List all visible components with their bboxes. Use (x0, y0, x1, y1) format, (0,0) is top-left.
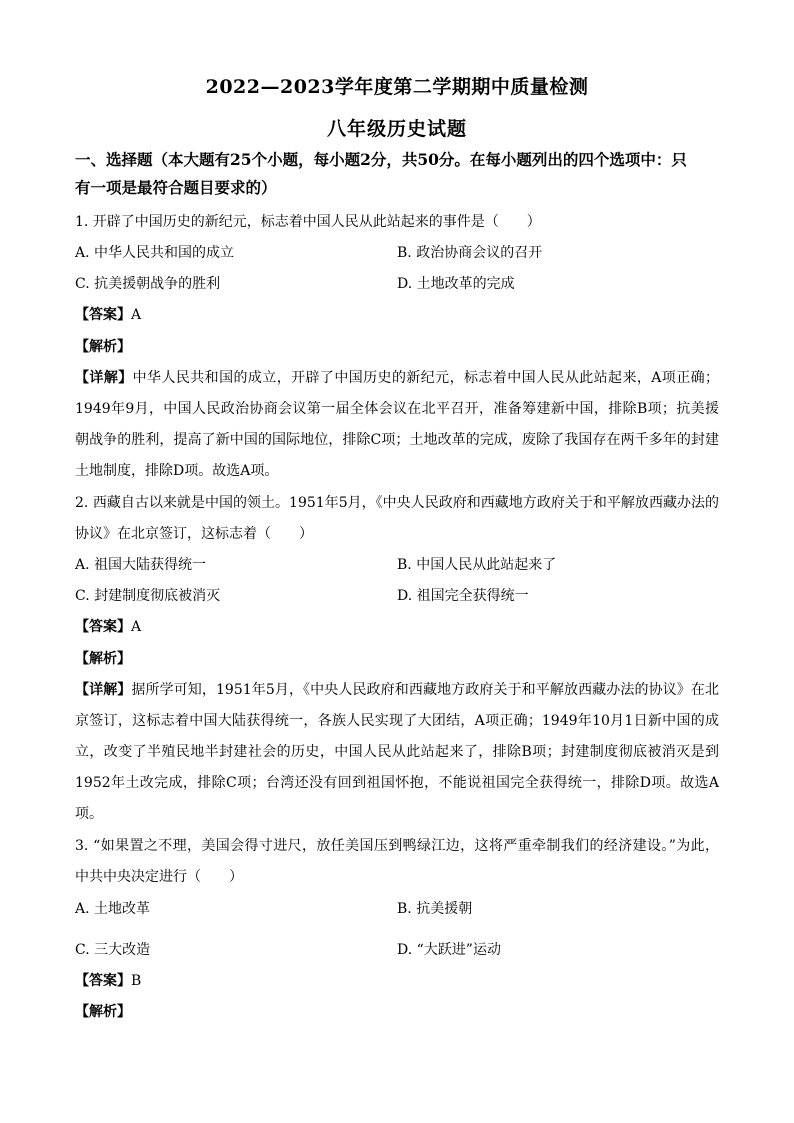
question-1-option-a: A. 中华人民共和国的成立 (75, 245, 235, 261)
page-subtitle: 八年级历史试题 (326, 118, 467, 140)
section-heading-line-2: 有一项是最符合题目要求的） (75, 178, 277, 197)
answer-tag: 【答案】 (75, 307, 131, 323)
question-1-option-d: D. 土地改革的完成 (397, 276, 515, 292)
question-2-detail-line-4: 1952年土改完成，排除C项；台湾还没有回到祖国怀抱，不能说祖国完全获得统一，排除D项。故选A (75, 775, 719, 791)
page-title: 2022—2023学年度第二学期期中质量检测 (205, 76, 589, 98)
answer-value: A (131, 307, 142, 323)
answer-tag: 【答案】 (75, 619, 131, 635)
question-2-option-d: D. 祖国完全获得统一 (397, 588, 529, 604)
question-2-detail-line-3: 立，改变了半殖民地半封建社会的历史，中国人民从此站起来了，排除B项；封建制度彻底被消灭是到 (75, 744, 719, 760)
question-3-answer (75, 971, 141, 991)
question-1-detail-line-2: 1949年9月，中国人民政治协商会议第一届全体会议在北平召开，准备筹建新中国，排除B项；抗美援 (75, 401, 719, 417)
question-3-stem-line-2: 中共中央决定进行（ ） (75, 869, 243, 885)
question-2-option-c: C. 封建制度彻底被消灭 (75, 588, 221, 604)
question-2-answer (75, 617, 141, 637)
question-1-detail-line-4: 土地制度，排除D项。故选A项。 (75, 463, 279, 479)
question-1-detail-line-3: 朝战争的胜利，提高了新中国的国际地位，排除C项；土地改革的完成，废除了我国存在两千多年的封建 (75, 432, 719, 448)
answer-tag: 【答案】 (75, 973, 131, 989)
question-2-stem-line-1: 2. 西藏自古以来就是中国的领土。1951年5月，《中央人民政府和西藏地方政府关于和平解放西藏办法的 (75, 495, 719, 511)
question-1-answer (75, 305, 141, 325)
question-1-detail-line-1: 【详解】中华人民共和国的成立，开辟了中国历史的新纪元，标志着中国人民从此站起来，A项正确； (75, 370, 720, 386)
answer-value: B (131, 973, 142, 989)
question-2-detail-line-1: 【详解】据所学可知，1951年5月，《中央人民政府和西藏地方政府关于和平解放西藏办法的协议》在北 (75, 682, 719, 698)
question-1-analysis-tag: 【解析】 (75, 339, 131, 355)
question-3-stem-line-1: 3. “如果置之不理，美国会得寸进尺，放任美国压到鸭绿江边，这将严重牵制我们的经济建设。”为此， (75, 838, 719, 854)
question-1-stem: 1. 开辟了中国历史的新纪元，标志着中国人民从此站起来的事件是（ ） (75, 214, 541, 230)
question-3-option-c: C. 三大改造 (75, 942, 151, 958)
question-2-option-a: A. 祖国大陆获得统一 (75, 557, 207, 573)
question-2-option-b: B. 中国人民从此站起来了 (397, 557, 557, 573)
section-heading-line-1: 一、选择题（本大题有25个小题，每小题2分，共50分。在每小题列出的四个选项中：只 (75, 150, 687, 169)
question-3-option-d: D. “大跃进”运动 (397, 942, 501, 958)
question-2-stem-line-2: 协议》在北京签订，这标志着（ ） (75, 526, 313, 542)
question-1-option-c: C. 抗美援朝战争的胜利 (75, 276, 221, 292)
question-1-option-b: B. 政治协商会议的召开 (397, 245, 543, 261)
answer-value: A (131, 619, 142, 635)
question-3-analysis-tag: 【解析】 (75, 1004, 131, 1020)
detail-tag: 【详解】 (75, 370, 133, 386)
question-2-analysis-tag: 【解析】 (75, 651, 131, 667)
question-3-option-b: B. 抗美援朝 (397, 901, 473, 917)
question-3-option-a: A. 土地改革 (75, 901, 151, 917)
question-2-detail-line-5: 项。 (75, 806, 103, 822)
detail-tag: 【详解】 (75, 682, 132, 698)
question-2-detail-line-2: 京签订，这标志着中国大陆获得统一，各族人民实现了大团结，A项正确；1949年10月1日新中国的成 (75, 713, 719, 729)
